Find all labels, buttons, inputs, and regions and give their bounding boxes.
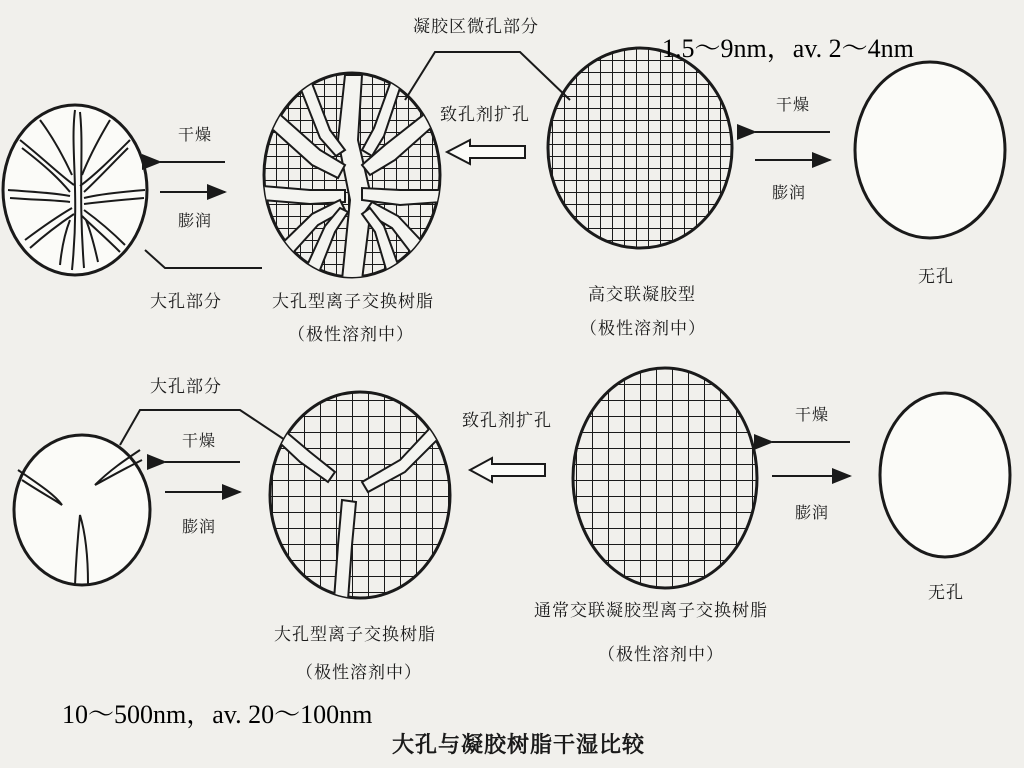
nonporous-particle-bottom <box>880 393 1010 557</box>
swell-label-4: 膨润 <box>795 503 830 522</box>
macro-part-label-top: 大孔部分 <box>150 292 222 312</box>
polar-solvent-label-4: （极性溶剂中） <box>598 645 724 665</box>
polar-solvent-label-3: （极性溶剂中） <box>296 663 422 683</box>
high-crosslink-gel-particle <box>548 48 732 248</box>
swell-label-1: 膨润 <box>178 211 213 230</box>
pore-agent-label-bottom: 致孔剂扩孔 <box>462 411 552 431</box>
figure-caption: 大孔与凝胶树脂干湿比较 <box>392 733 646 758</box>
swell-label-3: 膨润 <box>182 517 217 536</box>
dry-macroporous-particle-top <box>3 105 147 275</box>
pore-agent-label-top: 致孔剂扩孔 <box>440 105 530 125</box>
nonporous-particle-top <box>855 62 1005 238</box>
dry-label-3: 干燥 <box>182 431 217 450</box>
normal-gel-particle <box>573 368 757 588</box>
dry-label-4: 干燥 <box>795 405 830 424</box>
gel-pore-size-label: 1.5～9nm，av. 2～4nm <box>662 34 914 63</box>
nonporous-label-top: 无孔 <box>918 267 954 287</box>
nonporous-label-bottom: 无孔 <box>928 583 964 603</box>
swell-label-2: 膨润 <box>772 183 807 202</box>
polar-solvent-label-1: （极性溶剂中） <box>288 325 414 345</box>
gel-micropore-label: 凝胶区微孔部分 <box>413 17 539 37</box>
polar-solvent-label-2: （极性溶剂中） <box>580 319 706 339</box>
dry-label-2: 干燥 <box>776 95 811 114</box>
macroporous-resin-bottom <box>268 392 452 600</box>
dry-macroporous-particle-bottom <box>14 435 150 585</box>
normal-gel-label: 通常交联凝胶型离子交换树脂 <box>534 601 768 621</box>
dry-label-1: 干燥 <box>178 125 213 144</box>
macro-resin-label-bottom: 大孔型离子交换树脂 <box>274 625 436 645</box>
macroporous-resin-top <box>262 73 442 280</box>
macro-resin-label-top: 大孔型离子交换树脂 <box>272 292 434 312</box>
macro-part-label-bottom: 大孔部分 <box>150 377 222 397</box>
high-crosslink-gel-label: 高交联凝胶型 <box>588 285 696 305</box>
macro-pore-size-label: 10～500nm，av. 20～100nm <box>62 700 373 729</box>
